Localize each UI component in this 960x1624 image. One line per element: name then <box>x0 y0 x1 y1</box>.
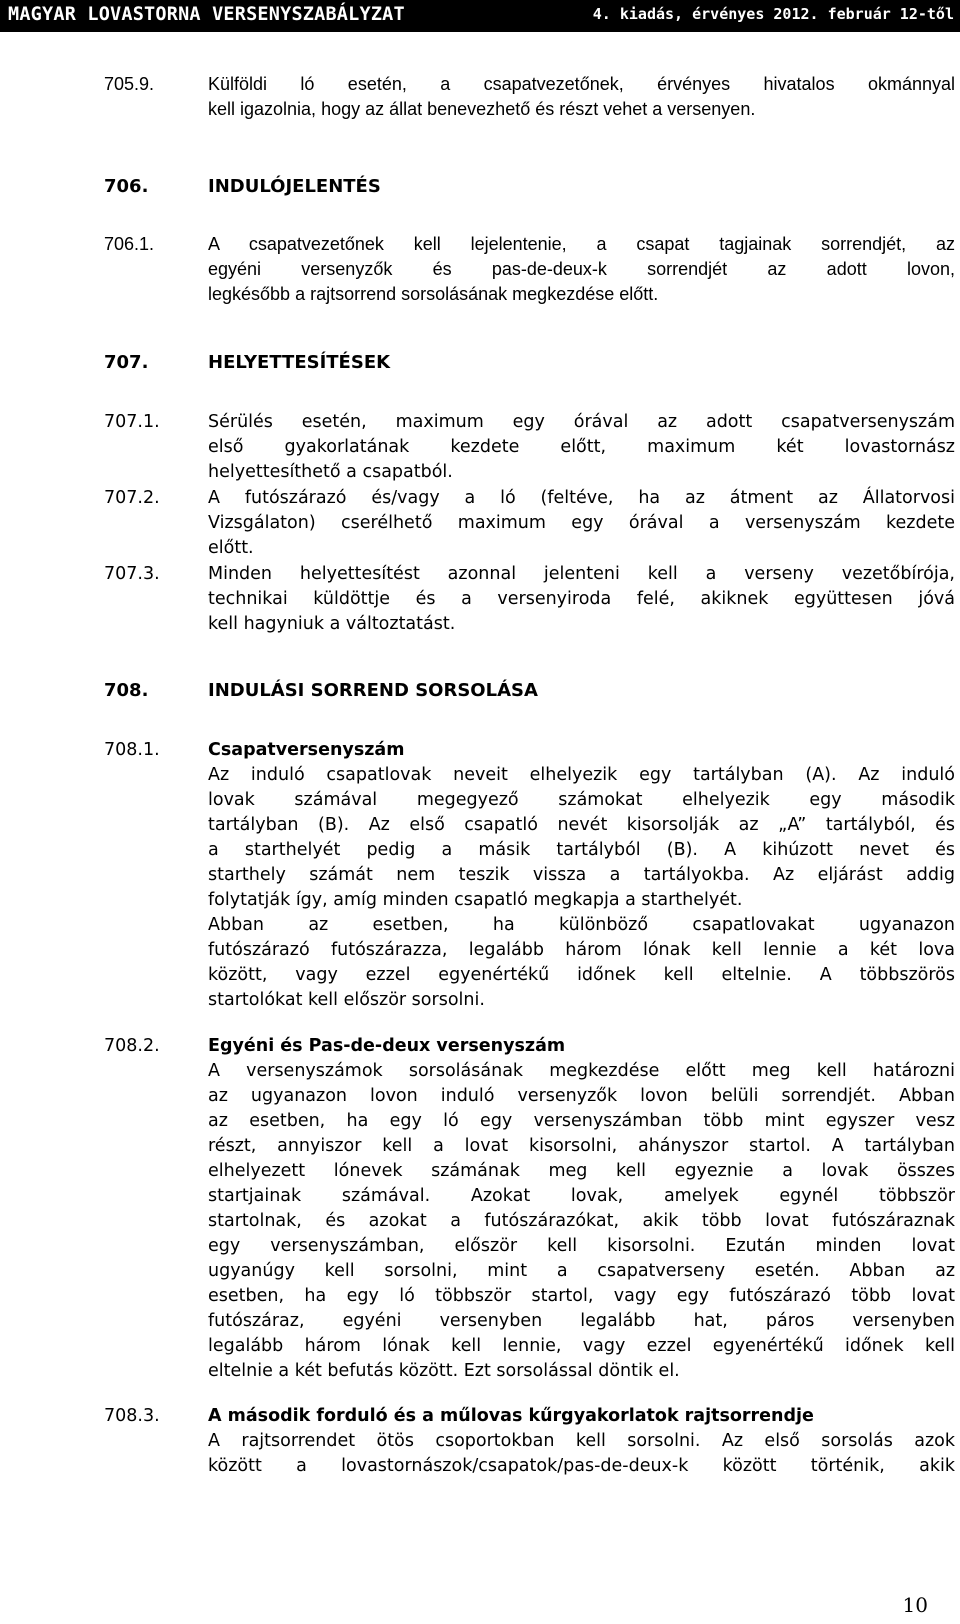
subsection-title: Csapatversenyszám <box>208 740 405 760</box>
paragraph-707-1 <box>104 410 955 485</box>
section-number: 706. <box>104 176 149 197</box>
paragraph-number: 707.2. <box>104 488 160 508</box>
section-title: INDULÓJELENTÉS <box>208 176 381 197</box>
paragraph-text: Csapatversenyszám Az induló csapatlovak neveit elhelyezik egy tartályban (A). Az induló lovak számával megegyező számokat elhelyezik egy második tartályban (B). Az első csapatló nevét kisorsolják az „A” tartályból, és a starthelyét pedig a másik tartályból (B). A kihúzott nevet és starthely számát nem teszik vissza a tartályokba. Az eljárást addig folytatják így, amíg minden csapatló megkapja a starthelyét. Abban az esetben, ha különböző csapatlovakat ugyanazon futószárazó futószárazza, legalább három lónak kell lennie a két lova között, vagy ezzel egyenértékű időnek kell eltelnie. A többszörös startolókat kell először sorsolni. <box>208 740 955 1010</box>
paragraph-text: Egyéni és Pas-de-deux versenyszám A versenyszámok sorsolásának megkezdése előtt meg kell határozni az ugyanazon lovon induló versenyzők lovon belüli sorrendjét. Abban az esetben, ha egy ló egy versenyszámban több mint egyszer vesz részt, annyiszor kell a lovat kisorsolni, ahányszor startol. A tartályban elhelyezett lónevek számának meg kell egyeznie a lovak összes startjainak számával. Azokat lovak, amelyek egynél többször startolnak, és azokat a futószárazókat, akik több lovat futószáraznak egy versenyszámban, először kell kisorsolni. Ezután minden lovat ugyanúgy kell sorsolni, mint a csapatverseny esetén. Abban az esetben, ha egy ló többször startol, vagy egy futószárazó több lovat futószáraz, egyéni versenyben legalább hat, páros versenyben legalább három lónak kell lennie, vagy ezzel egyenértékű időnek kell eltelnie a két befutás között. Ezt sorsolással döntik el. <box>208 1036 955 1381</box>
paragraph-text: A futószárazó és/vagy a ló (feltéve, ha az átment az Állatorvosi Vizsgálaton) cserélhető maximum egy órával a versenyszám kezdete előtt. <box>208 488 955 558</box>
subsection-title: Egyéni és Pas-de-deux versenyszám <box>208 1036 566 1056</box>
paragraph-708-2 <box>104 1034 955 1384</box>
section-title: INDULÁSI SORREND SORSOLÁSA <box>208 680 538 701</box>
section-title: HELYETTESÍTÉSEK <box>208 352 391 373</box>
paragraph-706-1 <box>104 232 955 307</box>
paragraph-707-2 <box>104 486 955 561</box>
paragraph-708-1 <box>104 738 955 1013</box>
paragraph-text: A második forduló és a műlovas kűrgyakorlatok rajtsorrendje A rajtsorrendet ötös csoportokban kell sorsolni. Az első sorsolás azok között a lovastornászok/csapatok/pas-de-deux-k között történik, akik <box>208 1406 955 1476</box>
document-title: MAGYAR LOVASTORNA VERSENYSZABÁLYZAT <box>8 4 405 25</box>
paragraph-number: 706.1. <box>104 234 155 254</box>
paragraph-number: 708.3. <box>104 1406 160 1426</box>
edition-info: 4. kiadás, érvényes 2012. február 12-től <box>592 5 954 23</box>
paragraph-705-9 <box>104 72 955 122</box>
paragraph-number: 707.3. <box>104 564 160 584</box>
paragraph-number: 705.9. <box>104 74 155 94</box>
subsection-title: A második forduló és a műlovas kűrgyakorlatok rajtsorrendje <box>208 1406 814 1426</box>
paragraph-text: Külföldi ló esetén, a csapatvezetőnek, érvényes hivatalos okmánnyal kell igazolnia, hogy az állat benevezhető és részt vehet a versenyen. <box>208 74 955 119</box>
paragraph-707-3 <box>104 562 955 637</box>
paragraph-number: 708.1. <box>104 740 160 760</box>
paragraph-text: A csapatvezetőnek kell lejelentenie, a csapat tagjainak sorrendjét, az egyéni versenyzők és pas-de-deux-k sorrendjét az adott lovon, legkésőbb a rajtsorrend sorsolásának megkezdése előtt. <box>208 234 955 304</box>
section-number: 708. <box>104 680 149 701</box>
paragraph-text: Sérülés esetén, maximum egy órával az adott csapatversenyszám első gyakorlatának kezdete előtt, maximum két lovastornász helyettesíthető a csapatból. <box>208 412 955 482</box>
paragraph-708-3 <box>104 1404 955 1479</box>
page-number: 10 <box>902 1593 928 1617</box>
paragraph-text: Minden helyettesítést azonnal jelenteni kell a verseny vezetőbírója, technikai küldöttje és a versenyiroda felé, akiknek együttesen jóvá kell hagyniuk a változtatást. <box>208 564 955 634</box>
paragraph-number: 707.1. <box>104 412 160 432</box>
paragraph-number: 708.2. <box>104 1036 160 1056</box>
page-header <box>0 0 960 32</box>
section-number: 707. <box>104 352 149 373</box>
